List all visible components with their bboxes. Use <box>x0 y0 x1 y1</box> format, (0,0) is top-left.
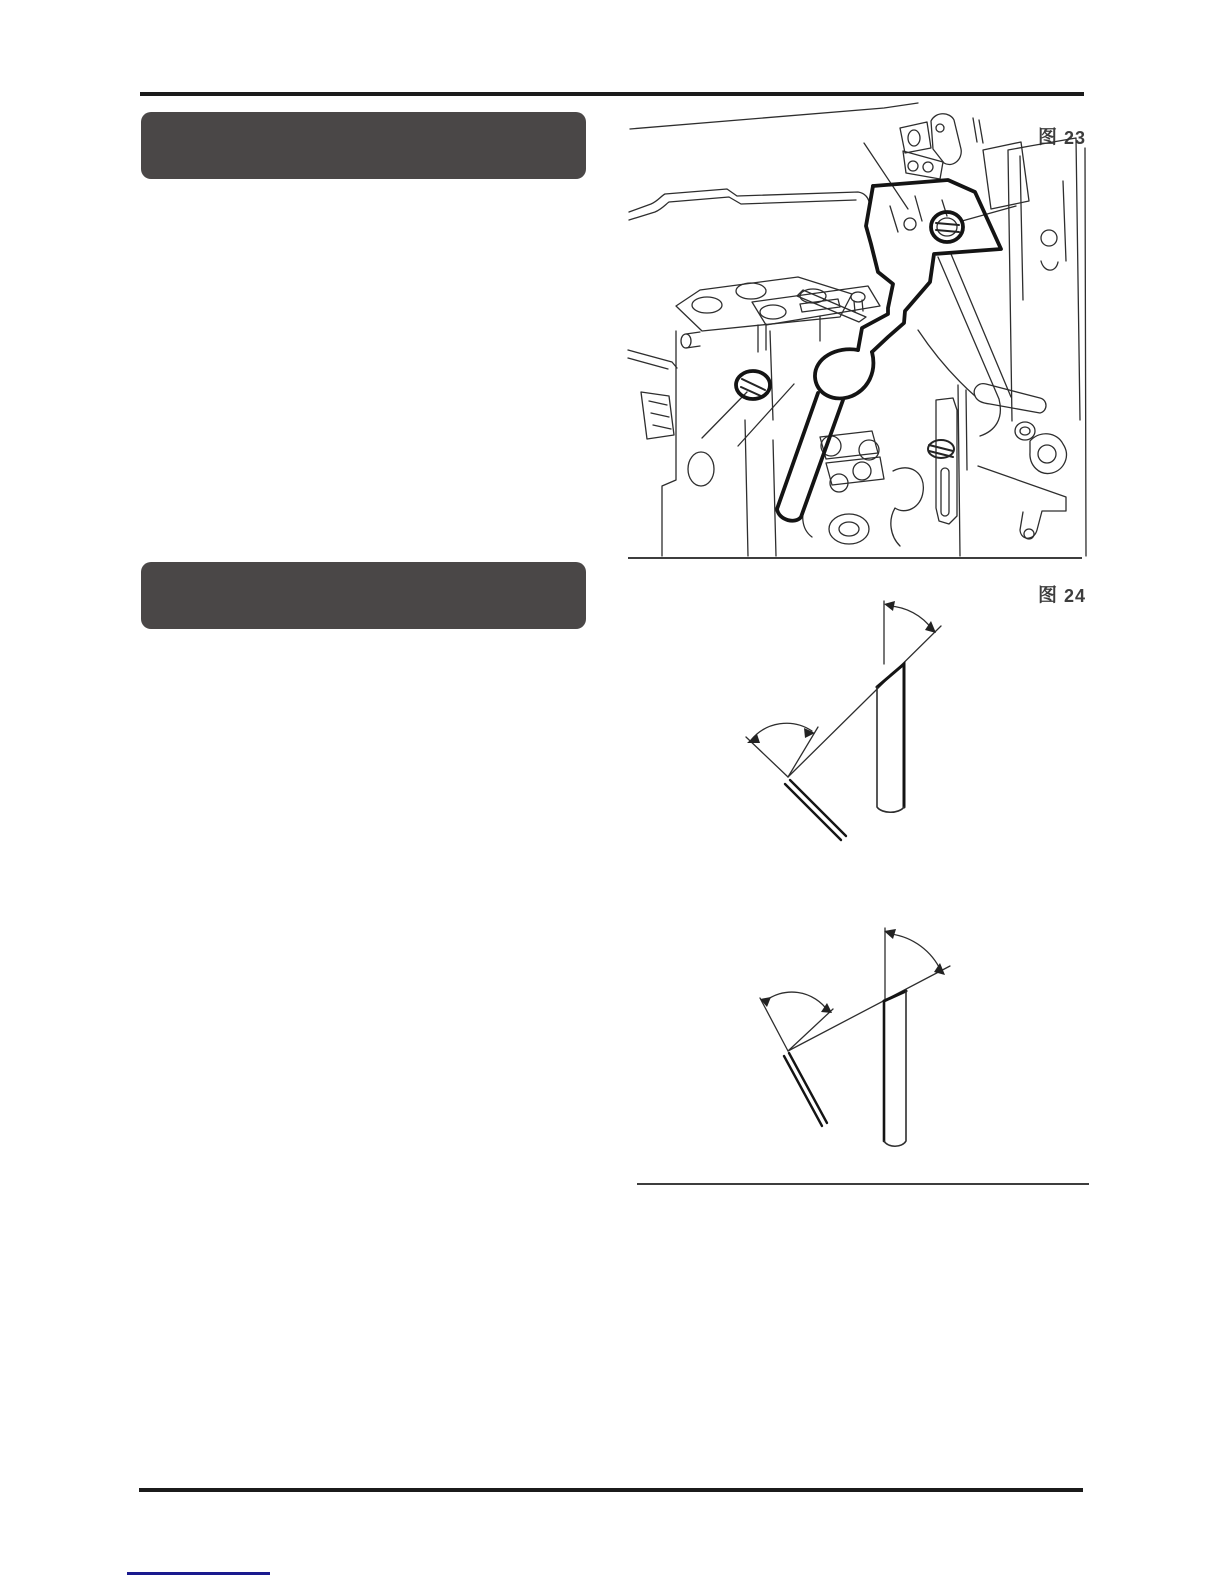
figure-23-separator <box>628 557 1082 559</box>
figure-icon: 图 <box>1038 585 1058 606</box>
figure-24-illustration <box>625 562 1087 1184</box>
bottom-rule <box>139 1488 1083 1492</box>
figure-24-separator <box>637 1183 1089 1185</box>
footer-link-underline[interactable] <box>127 1572 270 1575</box>
figure-24-number: 24 <box>1064 585 1087 606</box>
figure-23-illustration <box>625 98 1087 560</box>
top-rule <box>140 92 1084 96</box>
section-header-bar-2 <box>141 562 586 629</box>
figure-icon: 图 <box>1038 127 1058 148</box>
figure-23-number: 23 <box>1064 127 1087 148</box>
section-header-bar-1 <box>141 112 586 179</box>
